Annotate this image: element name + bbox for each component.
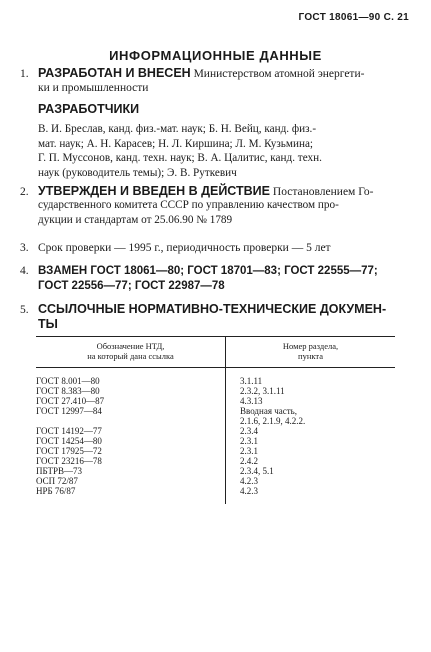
table-cell-section: 2.3.4 xyxy=(240,426,258,436)
table-cell-doc: ГОСТ 23216—78 xyxy=(36,456,226,466)
table-row xyxy=(36,426,395,436)
item-5-line2: ТЫ xyxy=(38,317,58,331)
item-2-text-line2: сударственного комитета СССР по управлению качеством про- xyxy=(38,199,339,211)
table-header-doc: Обозначение НТД, на который дана ссылка xyxy=(36,337,226,368)
item-4-line1: ВЗАМЕН ГОСТ 18061—80; ГОСТ 18701—83; ГОСТ 22555—77; xyxy=(38,265,378,277)
item-4 xyxy=(20,264,412,278)
item-5 xyxy=(20,302,412,317)
table-cell-doc: ГОСТ 12997—84 xyxy=(36,406,226,416)
page-header: ГОСТ 18061—90 С. 21 xyxy=(298,12,409,23)
item-2-text-line3: дукции и стандартам от 25.06.90 № 1789 xyxy=(38,213,233,226)
table-row xyxy=(36,456,395,466)
table-cell-section: 2.3.4, 5.1 xyxy=(240,466,274,476)
table-row xyxy=(36,386,395,396)
developers-line: мат. наук; А. Н. Карасев; Н. Л. Киршина; Л. М. Кузьмина; xyxy=(38,137,314,150)
table-cell-doc: ГОСТ 8.001—80 xyxy=(36,376,226,386)
table-cell-section: 4.2.3 xyxy=(240,486,258,496)
table-cell-section: Вводная часть, xyxy=(240,406,298,416)
table-row xyxy=(36,466,395,476)
developers-line: наук (руководитель темы); Э. В. Руткевич xyxy=(38,166,237,179)
table-row xyxy=(36,376,395,386)
item-5-line1: ССЫЛОЧНЫЕ НОРМАТИВНО-ТЕХНИЧЕСКИЕ ДОКУМЕН- xyxy=(38,302,387,316)
item-1-text-line1: Министерством атомной энергети- xyxy=(193,68,365,80)
table-cell-doc: ГОСТ 14254—80 xyxy=(36,436,226,446)
item-1-number: 1. xyxy=(20,68,29,80)
table-cell-section: 2.3.2, 3.1.11 xyxy=(240,386,285,396)
item-4-number: 4. xyxy=(20,265,29,277)
item-3-number: 3. xyxy=(20,242,29,254)
table-cell-section: 2.3.1 xyxy=(240,446,258,456)
page-title: ИНФОРМАЦИОННЫЕ ДАННЫЕ xyxy=(109,48,322,63)
item-2 xyxy=(20,184,412,199)
developers-line: Г. П. Муссонов, канд. техн. наук; В. А. Цалитис, канд. техн. xyxy=(38,152,322,164)
table-cell-section: 4.2.3 xyxy=(240,476,258,486)
table-row xyxy=(36,436,395,446)
developers-list xyxy=(38,122,412,180)
developers-line: В. И. Бреслав, канд. физ.-мат. наук; Б. Н. Вейц, канд. физ.- xyxy=(38,123,317,135)
developers-title: РАЗРАБОТЧИКИ xyxy=(38,102,140,116)
item-2-text-line1: Постановлением Го- xyxy=(272,186,374,198)
item-1 xyxy=(20,66,412,81)
table-cell-doc: ОСП 72/87 xyxy=(36,476,226,486)
item-5-number: 5. xyxy=(20,304,29,316)
references-table xyxy=(36,336,395,504)
table-cell-section: 3.1.11 xyxy=(240,376,263,386)
item-3 xyxy=(20,241,412,255)
item-1-heading: РАЗРАБОТАН И ВНЕСЕН xyxy=(38,66,191,80)
table-cell-section: 2.4.2 xyxy=(240,456,258,466)
table-cell-doc xyxy=(36,416,226,426)
table-cell-doc: ГОСТ 27.410—87 xyxy=(36,396,226,406)
table-header-section: Номер раздела, пункта xyxy=(226,337,396,368)
table-cell-section: 2.3.1 xyxy=(240,436,258,446)
table-cell-doc: НРБ 76/87 xyxy=(36,486,226,496)
table-row xyxy=(36,476,395,486)
item-2-continuation xyxy=(38,198,412,227)
item-4-line2: ГОСТ 22556—77; ГОСТ 22987—78 xyxy=(38,280,225,292)
table-cell-section: 4.3.13 xyxy=(240,396,263,406)
table-cell-section: 2.1.6, 2.1.9, 4.2.2. xyxy=(240,416,306,426)
item-2-heading: УТВЕРЖДЕН И ВВЕДЕН В ДЕЙСТВИЕ xyxy=(38,184,271,198)
table-row xyxy=(36,446,395,456)
table-row xyxy=(36,406,395,416)
table-row xyxy=(36,396,395,406)
table-cell-doc: ГОСТ 8.383—80 xyxy=(36,386,226,396)
table-header-row xyxy=(36,337,395,368)
item-3-text: Срок проверки — 1995 г., периодичность проверки — 5 лет xyxy=(38,242,331,254)
item-2-number: 2. xyxy=(20,186,29,198)
table-cell-doc: ПБТРВ—73 xyxy=(36,466,226,476)
table-row xyxy=(36,486,395,496)
table-cell-doc: ГОСТ 14192—77 xyxy=(36,426,226,436)
table-row xyxy=(36,416,395,426)
table-cell-doc: ГОСТ 17925—72 xyxy=(36,446,226,456)
item-1-text-line2: ки и промышленности xyxy=(38,82,149,94)
